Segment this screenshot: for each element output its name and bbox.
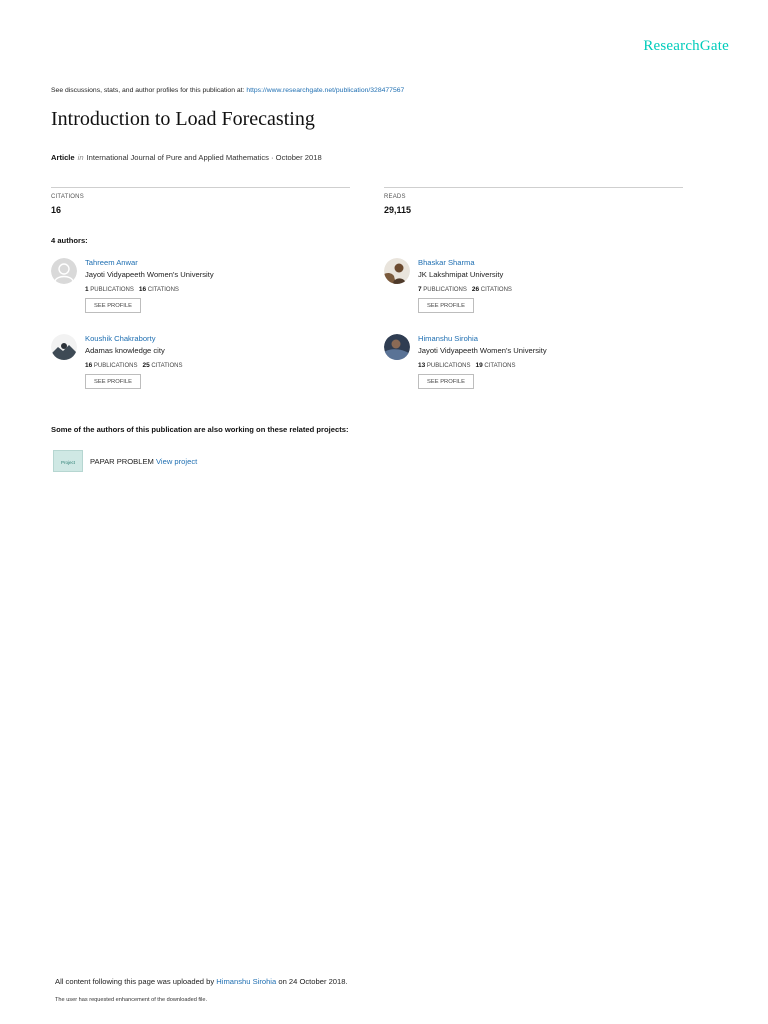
uploader-link[interactable]: Himanshu Sirohia xyxy=(216,977,277,986)
publications-label: PUBLICATIONS xyxy=(93,363,138,369)
publications-count: 1 xyxy=(85,286,89,293)
reads-divider xyxy=(384,187,683,188)
citations-label: CITATIONS xyxy=(480,287,512,293)
author-name-link[interactable]: Bhaskar Sharma xyxy=(418,258,475,267)
author-stats xyxy=(85,286,179,293)
authors-heading: 4 authors: xyxy=(51,236,88,245)
avatar[interactable] xyxy=(51,258,77,284)
citations-value: 16 xyxy=(51,205,62,215)
reads-value: 29,115 xyxy=(384,205,412,215)
author-card xyxy=(384,258,684,322)
citations-label: CITATIONS xyxy=(51,194,84,200)
author-stats xyxy=(418,362,516,369)
publications-label: PUBLICATIONS xyxy=(90,287,134,293)
discussion-line xyxy=(51,87,404,94)
article-type: Article xyxy=(51,153,75,162)
citations-label: CITATIONS xyxy=(147,287,179,293)
enhancement-note: The user has requested enhancement of the downloaded file. xyxy=(55,997,208,1003)
citations-label: CITATIONS xyxy=(484,363,516,369)
avatar[interactable] xyxy=(384,334,410,360)
project-line xyxy=(90,457,197,466)
page-title: Introduction to Load Forecasting xyxy=(51,108,315,130)
related-projects-heading: Some of the authors of this publication are also working on these related projects: xyxy=(51,425,349,434)
project-name: PAPAR PROBLEM xyxy=(90,457,154,466)
author-institution: Jayoti Vidyapeeth Women's University xyxy=(418,346,547,355)
citations-label: CITATIONS xyxy=(151,363,183,369)
publications-count: 13 xyxy=(418,362,426,369)
researchgate-logo[interactable]: ResearchGate xyxy=(643,38,729,54)
project-icon[interactable] xyxy=(53,450,83,472)
see-profile-button[interactable]: SEE PROFILE xyxy=(418,298,474,313)
publications-count: 16 xyxy=(85,362,93,369)
publication-meta xyxy=(51,153,322,162)
citations-divider xyxy=(51,187,350,188)
discussion-prefix: See discussions, stats, and author profiles for this publication at: xyxy=(51,87,245,94)
citations-count: 19 xyxy=(475,362,483,369)
author-stats xyxy=(418,286,512,293)
author-institution: Adamas knowledge city xyxy=(85,346,165,355)
citations-count: 25 xyxy=(142,362,150,369)
see-profile-button[interactable]: SEE PROFILE xyxy=(418,374,474,389)
author-card xyxy=(51,258,351,322)
reads-label: READS xyxy=(384,194,406,200)
author-name-link[interactable]: Koushik Chakraborty xyxy=(85,334,156,343)
author-name-link[interactable]: Himanshu Sirohia xyxy=(418,334,478,343)
publications-label: PUBLICATIONS xyxy=(426,363,471,369)
see-profile-button[interactable]: SEE PROFILE xyxy=(85,374,141,389)
upload-prefix: All content following this page was uploaded by xyxy=(55,977,215,986)
publications-label: PUBLICATIONS xyxy=(423,287,467,293)
author-card xyxy=(51,334,351,398)
avatar[interactable] xyxy=(51,334,77,360)
in-word: in xyxy=(77,153,84,162)
upload-suffix: on 24 October 2018. xyxy=(278,977,348,986)
avatar[interactable] xyxy=(384,258,410,284)
project-icon-label: Project xyxy=(60,460,75,465)
author-institution: JK Lakshmipat University xyxy=(418,270,504,279)
citations-count: 16 xyxy=(138,286,147,293)
author-card xyxy=(384,334,684,398)
view-project-link[interactable]: View project xyxy=(156,457,198,466)
citations-count: 26 xyxy=(471,286,480,293)
see-profile-button[interactable]: SEE PROFILE xyxy=(85,298,141,313)
publications-count: 7 xyxy=(418,286,422,293)
upload-notice xyxy=(55,977,348,986)
publication-url-link[interactable]: https://www.researchgate.net/publication/328477567 xyxy=(246,87,405,94)
author-institution: Jayoti Vidyapeeth Women's University xyxy=(85,270,214,279)
journal-name: International Journal of Pure and Applied Mathematics · October 2018 xyxy=(86,153,322,162)
author-name-link[interactable]: Tahreem Anwar xyxy=(85,258,138,267)
author-stats xyxy=(85,362,183,369)
